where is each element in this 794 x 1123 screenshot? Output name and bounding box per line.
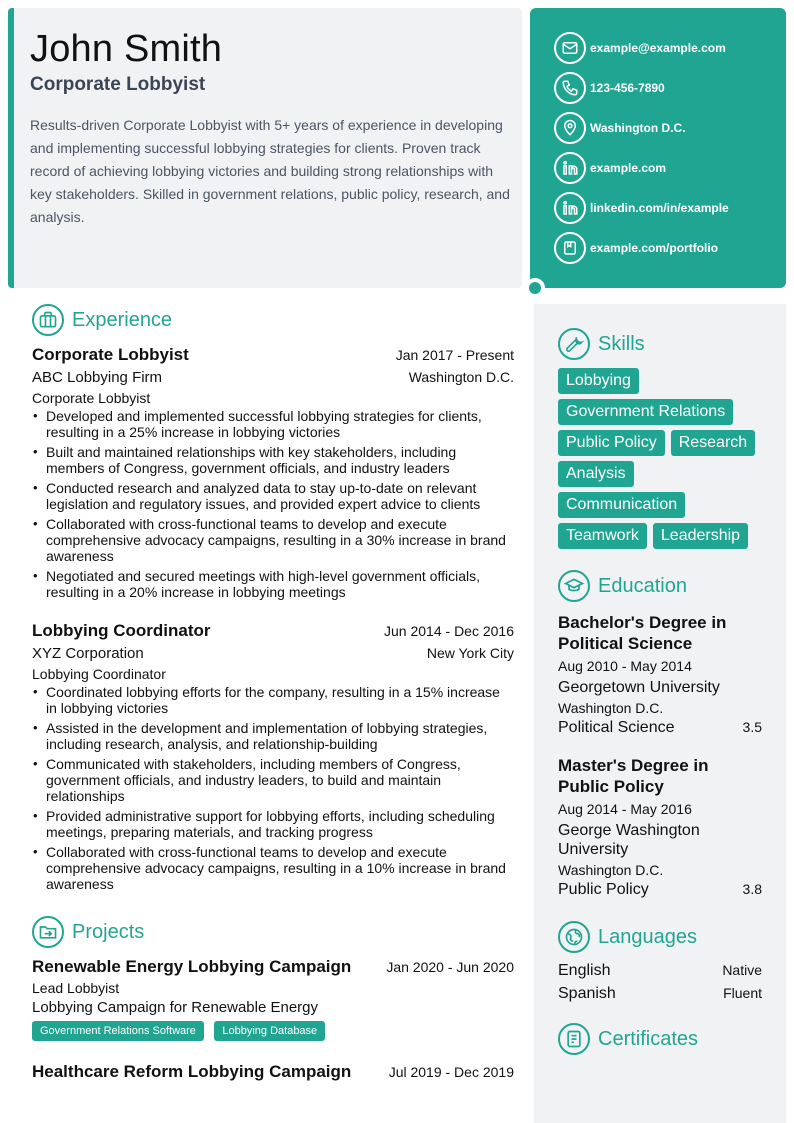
job-bullet: • Collaborated with cross-functional teams to develop and execute comprehensive advocacy campaigns, resulting in a 10% increase in brand awareness [32,844,514,892]
job-bullet: • Collaborated with cross-functional teams to develop and execute comprehensive advocacy campaigns, resulting in a 30% increase in brand awareness [32,516,514,564]
certificates-heading-text: Certificates [598,1027,699,1050]
candidate-name: John Smith [30,28,223,70]
portfolio-icon [554,232,586,264]
job-bullet: • Negotiated and secured meetings with high-level government officials, resulting in a 20% increase in lobbying meetings [32,568,514,600]
contact-website[interactable] [554,151,666,185]
job-date: Jun 2014 - Dec 2016 [384,623,514,639]
language-name: English [558,962,611,979]
experience-item [32,621,514,896]
edu-date: Aug 2014 - May 2016 [558,801,692,817]
edu-date: Aug 2010 - May 2014 [558,658,692,674]
experience-heading-text: Experience [72,308,173,331]
experience-heading [32,304,172,336]
skills-heading-text: Skills [598,332,645,355]
wrench-icon [558,328,590,360]
edu-field: Public Policy [558,881,649,898]
job-location: Washington D.C. [408,369,514,385]
email-icon [554,32,586,64]
job-bullet: • Communicated with stakeholders, including members of Congress, government officials, and industry leaders, to build and maintain relationships [32,756,514,804]
contact-portfolio[interactable] [554,231,718,265]
job-bullet: • Conducted research and analyzed data to stay up-to-date on relevant legislation and regulatory issues, and provided expert advice to clients [32,480,514,512]
project-title: Renewable Energy Lobbying Campaign [32,957,352,976]
skill-tag: Research [671,430,755,456]
edu-degree: Bachelor's Degree in Political Science [558,613,727,653]
briefcase-icon [32,304,64,336]
skills-heading [558,328,645,360]
edu-location: Washington D.C. [558,862,664,878]
job-bullet: • Developed and implemented successful lobbying strategies for clients, resulting in a 25% increase in lobbying victories [32,408,514,440]
education-item [558,612,762,737]
languages-heading [558,921,697,953]
header-accent-bar [8,8,14,288]
job-bullet: • Assisted in the development and implementation of lobbying strategies, including research, analysis, and relationship-building [32,720,514,752]
project-item [32,957,514,1041]
linkedin-icon [554,192,586,224]
job-bullet: • Provided administrative support for lobbying efforts, including scheduling meetings, preparing materials, and tracking progress [32,808,514,840]
contact-phone-text[interactable]: 123-456-7890 [590,81,665,95]
map-pin-icon [554,112,586,144]
contact-portfolio-text[interactable]: example.com/portfolio [590,241,719,255]
contact-location [554,111,686,145]
job-bullets [32,684,514,892]
graduation-cap-icon [558,570,590,602]
language-level: Fluent [723,985,762,1001]
project-subtitle: Lobbying Campaign for Renewable Energy [32,999,319,1016]
skill-tag: Public Policy [558,430,665,456]
job-role: Corporate Lobbyist [32,390,151,406]
certificates-heading [558,1023,698,1055]
job-company: ABC Lobbying Firm [32,369,163,386]
project-date: Jul 2019 - Dec 2019 [388,1064,514,1080]
edu-field: Political Science [558,719,675,736]
contact-website-text[interactable]: example.com [590,161,667,175]
skill-tag: Leadership [653,523,748,549]
skill-tag: Lobbying [558,368,639,394]
skill-tag: Teamwork [558,523,647,549]
project-tag: Lobbying Database [214,1021,325,1041]
skill-tag: Government Relations [558,399,733,425]
edu-location: Washington D.C. [558,700,664,716]
edu-school: Georgetown University [558,679,720,696]
language-item [558,985,762,1003]
contact-email-text[interactable]: example@example.com [590,41,726,55]
job-title: Lobbying Coordinator [32,621,211,640]
project-title: Healthcare Reform Lobbying Campaign [32,1062,352,1081]
language-level: Native [722,962,762,978]
job-company: XYZ Corporation [32,645,144,662]
job-bullet: • Built and maintained relationships with key stakeholders, including members of Congress, government officials, and industry leaders [32,444,514,476]
contact-panel [530,8,786,288]
project-date: Jan 2020 - Jun 2020 [386,959,514,975]
candidate-title: Corporate Lobbyist [30,74,206,95]
linkedin-icon [554,152,586,184]
job-title: Corporate Lobbyist [32,345,189,364]
job-role: Lobbying Coordinator [32,666,166,682]
experience-item [32,345,514,604]
project-item [32,1062,514,1082]
edu-school: George Washington University [558,822,700,858]
job-location: New York City [426,645,514,661]
skill-tag: Analysis [558,461,634,487]
education-heading-text: Education [598,574,687,597]
contact-linkedin-text[interactable]: linkedin.com/in/example [590,201,729,215]
contact-linkedin[interactable] [554,191,729,225]
edu-degree: Master's Degree in Public Policy [558,756,709,796]
job-bullet: • Coordinated lobbying efforts for the company, resulting in a 15% increase in lobbying victories [32,684,514,716]
languages-heading-text: Languages [598,925,697,948]
certificate-icon [558,1023,590,1055]
contact-phone[interactable] [554,71,665,105]
language-name: Spanish [558,985,616,1002]
edu-gpa: 3.5 [742,719,762,735]
skill-tag: Communication [558,492,685,518]
language-item [558,962,762,980]
projects-heading-text: Projects [72,920,145,943]
education-item [558,755,762,899]
project-tags [32,1021,514,1041]
summary-text: Results-driven Corporate Lobbyist with 5+ years of experience in developing and implementing successful lobbying strategies for clients. Proven track record of achieving lobbying victories and building strong relationships with key stakeholders. Skilled in government relations, public policy, research, and analysis. [30,117,510,225]
contact-email[interactable] [554,31,726,65]
job-date: Jan 2017 - Present [395,347,514,363]
project-tag: Government Relations Software [32,1021,204,1041]
phone-icon [554,72,586,104]
contact-location-text: Washington D.C. [590,121,686,135]
timeline-dot [525,278,545,298]
projects-heading [32,916,144,948]
project-role: Lead Lobbyist [32,980,120,996]
edu-gpa: 3.8 [742,881,762,897]
education-heading [558,570,687,602]
skills-list [558,368,773,554]
folder-icon [32,916,64,948]
job-bullets [32,408,514,600]
globe-icon [558,921,590,953]
